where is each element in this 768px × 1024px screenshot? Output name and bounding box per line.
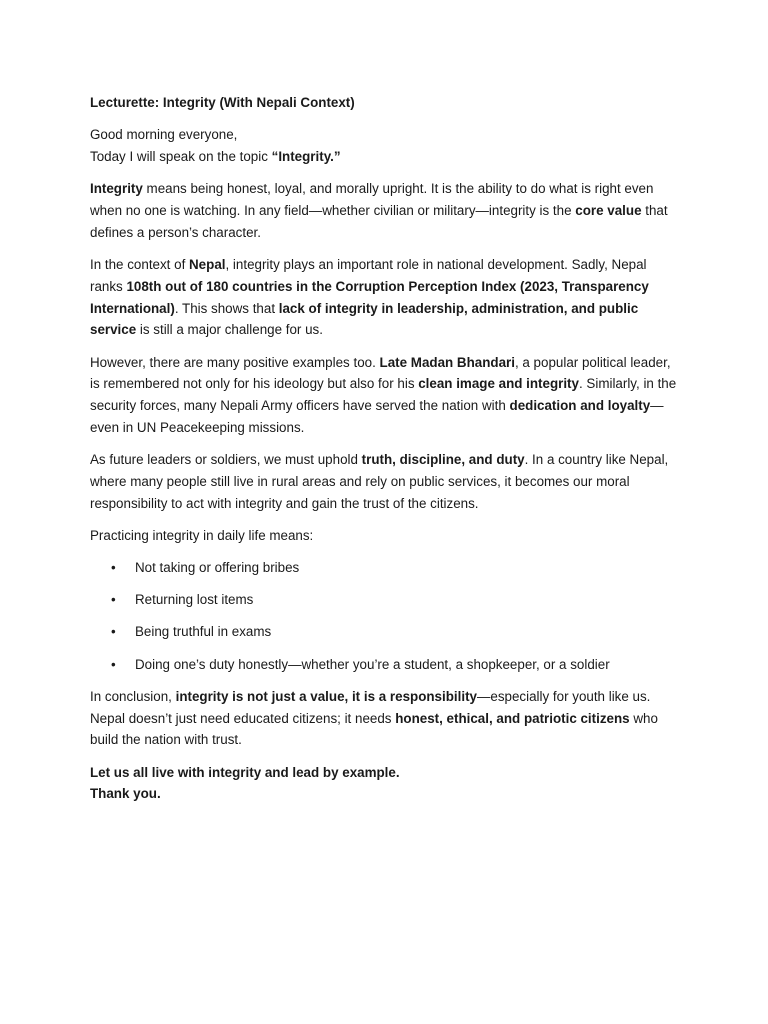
bold-text: core value <box>575 202 642 218</box>
bold-text: clean image and integrity <box>418 376 579 392</box>
body-text: —especially for youth like us. Nepal doesn’t just need educated citizens; it needs <box>90 688 651 726</box>
list-item-text: Being truthful in exams <box>135 624 272 640</box>
body-text: who build the nation with trust. <box>90 710 658 748</box>
bold-text: honest, ethical, and patriotic citizens <box>395 710 630 726</box>
bold-text: integrity is not just a value, it is a responsibility <box>175 688 477 704</box>
bullet-icon: • <box>111 656 116 672</box>
body-text: . Similarly, in the security forces, many Nepali Army officers have served the nation with <box>90 376 677 414</box>
greeting-text: Good morning everyone, <box>90 127 238 143</box>
bold-text: Nepal <box>189 256 226 272</box>
bullet-icon: • <box>111 560 116 576</box>
body-text: However, there are many positive examples too. <box>90 354 380 370</box>
bold-text: Late Madan Bhandari <box>379 354 515 370</box>
bold-text: dedication and loyalty <box>509 398 651 414</box>
body-text: In conclusion, <box>90 688 176 704</box>
body-text: . In a country like Nepal, where many people still live in rural areas and rely on public services, it becomes our moral responsibility to act with integrity and gain the trust of the citizens. <box>90 452 669 511</box>
conclusion-paragraph <box>90 686 682 751</box>
list-item <box>90 589 682 611</box>
list-item <box>90 654 682 676</box>
list-item <box>90 621 682 643</box>
practice-intro: Practicing integrity in daily life means: <box>90 527 314 543</box>
practice-list <box>90 557 682 675</box>
nepal-context-paragraph <box>90 254 682 341</box>
list-item <box>90 557 682 579</box>
topic-text: “Integrity.” <box>271 148 341 164</box>
body-text: means being honest, loyal, and morally upright. It is the ability to do what is right even when no one is watching. In any field—whether civilian or military—integrity is the <box>90 181 654 218</box>
bold-text: lack of integrity in leadership, administration, and public service <box>90 300 639 338</box>
body-text: —even in UN Peacekeeping missions. <box>90 398 664 435</box>
closing-line: Let us all live with integrity and lead by example. <box>90 764 400 780</box>
bold-text: Integrity <box>90 181 143 197</box>
examples-paragraph <box>90 352 682 439</box>
bold-text: truth, discipline, and duty <box>361 452 525 468</box>
document-title: Lecturette: Integrity (With Nepali Context) <box>90 95 355 110</box>
list-item-text: Not taking or offering bribes <box>135 560 300 576</box>
body-text: is still a major challenge for us. <box>136 322 323 338</box>
intro-paragraph <box>90 124 682 168</box>
body-text: As future leaders or soldiers, we must uphold <box>90 452 362 468</box>
list-item-text: Returning lost items <box>135 592 254 608</box>
bold-text: 108th out of 180 countries in the Corruption Perception Index (2023, Transparency International) <box>90 278 649 316</box>
topic-prefix-text: Today I will speak on the topic <box>90 148 272 164</box>
body-text: , integrity plays an important role in national development. Sadly, Nepal ranks <box>90 256 647 294</box>
definition-paragraph <box>90 178 682 243</box>
thank-you-line: Thank you. <box>90 786 161 802</box>
document-page <box>90 92 682 816</box>
future-leaders-paragraph <box>90 449 682 514</box>
list-item-text: Doing one’s duty honestly—whether you’re a student, a shopkeeper, or a soldier <box>135 656 610 672</box>
bullet-icon: • <box>111 624 116 640</box>
body-text: that defines a person’s character. <box>90 202 668 240</box>
body-text: In the context of <box>90 256 190 272</box>
bullet-icon: • <box>111 592 116 608</box>
body-text: . This shows that <box>174 300 279 316</box>
closing-paragraph <box>90 762 682 806</box>
body-text: , a popular political leader, is remembered not only for his ideology but also for his <box>90 354 671 392</box>
